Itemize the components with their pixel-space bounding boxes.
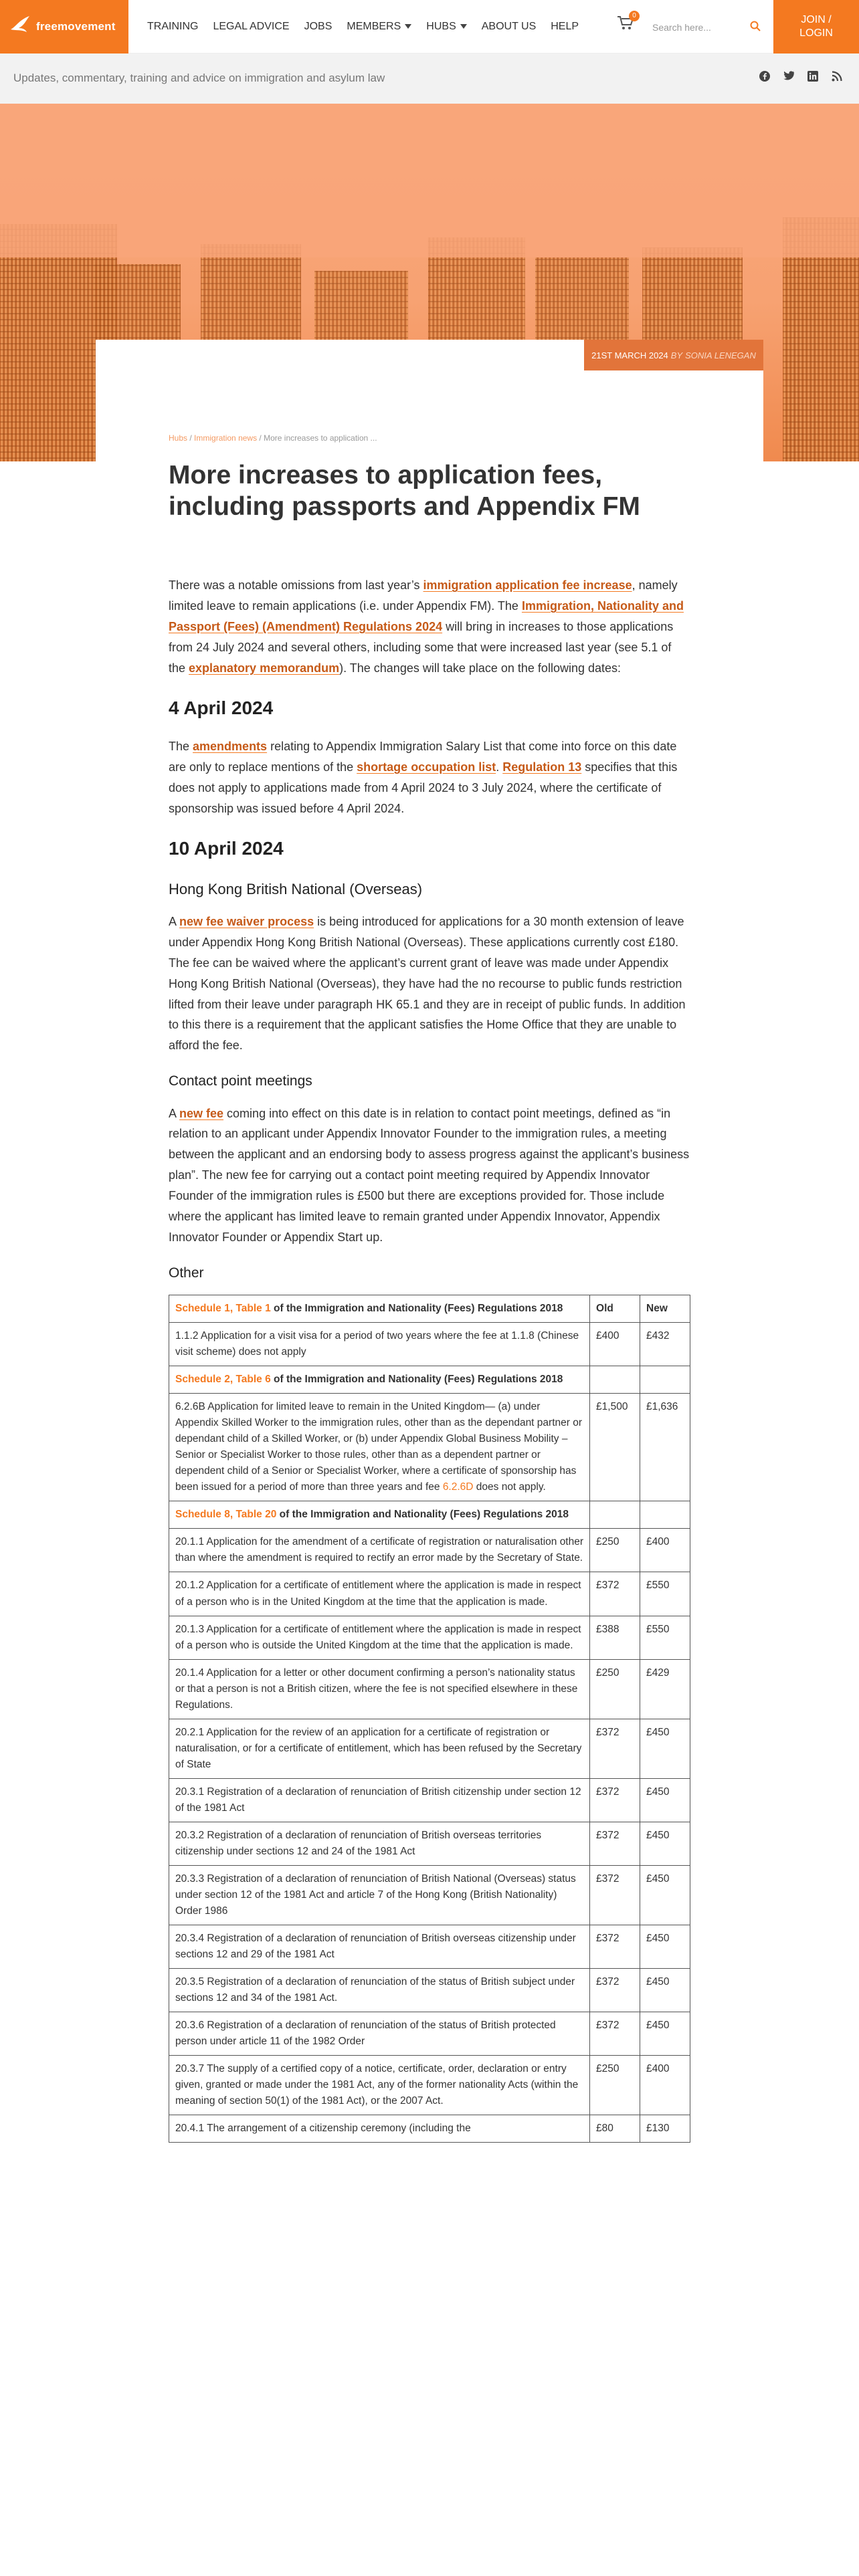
rss-icon[interactable] <box>831 71 843 83</box>
table-row <box>169 1778 690 1822</box>
cart-count-badge: 0 <box>629 11 640 21</box>
logo-text: freemovement <box>36 20 116 33</box>
hk-text: A <box>169 914 180 928</box>
old-fee: £372 <box>590 1968 640 2012</box>
hk-text: is being introduced for applications for a 30 month extension of leave under Appendix Hong Kong British National (Overseas). These applications currently cost £180. The fee can be waived where the applicant’s current grant of leave was made under Appendix Hong Kong British National (Overseas), they have had the no recourse to public funds restriction lifted from their leave under paragraph HK 65.1 and they are in receipt of public funds. In addition to this there is a requirement that the applicant satisfies the Home Office that they are unable to afford the fee. <box>169 914 686 1053</box>
fee-description: 20.3.5 Registration of a declaration of renunciation of the status of British subject under sections 12 and 34 of the 1981 Act. <box>169 1968 590 2012</box>
fee-description: 20.3.6 Registration of a declaration of renunciation of the status of British protected person under article 11 of the 1982 Order <box>169 2012 590 2055</box>
new-fee-link[interactable]: new fee <box>179 1106 224 1120</box>
table-row <box>169 2115 690 2142</box>
fee-description: 20.3.4 Registration of a declaration of renunciation of British overseas citizenship under sections 12 and 29 of the 1981 Act <box>169 1925 590 1968</box>
table-row <box>169 1323 690 1366</box>
table-row <box>169 1659 690 1719</box>
new-fee: £429 <box>640 1659 690 1719</box>
nav-item-label: ABOUT US <box>481 21 537 32</box>
fee-text: does not apply. <box>473 1481 546 1493</box>
shortage-occupation-list-link[interactable]: shortage occupation list <box>357 760 496 774</box>
main-nav <box>147 0 579 53</box>
bird-logo-icon <box>9 15 32 39</box>
linkedin-icon[interactable] <box>807 71 819 83</box>
table-row <box>169 1865 690 1925</box>
fee-description <box>169 1394 590 1501</box>
table-row <box>169 2012 690 2055</box>
old-fee: £372 <box>590 1865 640 1925</box>
nav-item-about-us[interactable] <box>482 21 537 33</box>
heading-hong-kong-bno: Hong Kong British National (Overseas) <box>169 880 423 897</box>
april4-paragraph <box>169 736 690 819</box>
section-title: of the Immigration and Nationality (Fees) Regulations 2018 <box>276 1509 569 1521</box>
tagline-bar <box>0 53 859 104</box>
nav-item-label: LEGAL ADVICE <box>213 21 290 32</box>
old-fee: £250 <box>590 2055 640 2115</box>
table-row <box>169 1822 690 1865</box>
new-fee: £550 <box>640 1572 690 1616</box>
article-body <box>169 575 690 2143</box>
table-row <box>169 1572 690 1616</box>
schedule-link[interactable]: Schedule 1, Table 1 <box>175 1303 271 1315</box>
fee-description: 20.3.1 Registration of a declaration of renunciation of British citizenship under section 12 of the 1981 Act <box>169 1778 590 1822</box>
table-row <box>169 1529 690 1572</box>
section-cell <box>169 1501 590 1529</box>
fee-text: 6.2.6B Application for limited leave to remain in the United Kingdom— (a) under Appendix Skilled Worker to the immigration rules, other than as the dependant partner or dependant child of a Skilled Worker, or (b) under Appendix Global Business Mobility – Senior or Specialist Worker to those rules, other than as a dependent partner or dependent child of a Senior or Specialist Worker, where a certificate of sponsorship has been issued for a period of more than three years and fee <box>175 1401 582 1493</box>
explanatory-memorandum-link[interactable]: explanatory memorandum <box>189 661 340 675</box>
chevron-down-icon <box>405 23 411 31</box>
heading-contact-point-meetings: Contact point meetings <box>169 1073 312 1089</box>
login-label: LOGIN <box>799 27 833 39</box>
old-fee: £372 <box>590 1572 640 1616</box>
join-label: JOIN / <box>801 14 832 25</box>
twitter-icon[interactable] <box>783 71 795 83</box>
hk-paragraph <box>169 911 690 1057</box>
breadcrumb <box>169 433 377 443</box>
empty-cell <box>640 1366 690 1394</box>
contact-text: coming into effect on this date is in relation to contact point meetings, defined as “in relation to an applicant under Appendix Innovator Founder to the immigration rules, a meeting between the applicant and an endorsing body to assess progress against the applicant’s business plan”. The new fee for carrying out a contact point meeting required by Appendix Innovator Founder of the immigration rules is £500 but there are exceptions provided for. Those include where the applicant has limited leave to remain granted under Appendix Innovator, Appendix Innovator Founder or Appendix Start up. <box>169 1106 690 1245</box>
new-fee: £450 <box>640 1865 690 1925</box>
fees-table <box>169 1295 690 2143</box>
table-section-row <box>169 1501 690 1529</box>
fee-description: 1.1.2 Application for a visit visa for a period of two years where the fee at 1.1.8 (Chinese visit scheme) does not apply <box>169 1323 590 1366</box>
old-fee: £250 <box>590 1659 640 1719</box>
table-row <box>169 1616 690 1659</box>
new-fee: £1,636 <box>640 1394 690 1501</box>
site-logo[interactable] <box>0 0 128 53</box>
fee-description: 20.1.3 Application for a certificate of entitlement where the application is made in respect of a person who is outside the United Kingdom at the time that the application is made. <box>169 1616 590 1659</box>
april4-text: relating to Appendix Immigration Salary List that come into force on this date are only to replace mentions of the <box>169 739 677 774</box>
nav-item-training[interactable] <box>147 21 198 33</box>
column-header-old: Old <box>590 1295 640 1323</box>
fee-description: 20.1.4 Application for a letter or other document confirming a person’s nationality status or that a person is not a British citizen, where the fee is not specified elsewhere in these Regulations. <box>169 1659 590 1719</box>
table-row <box>169 2055 690 2115</box>
new-fee: £450 <box>640 1719 690 1778</box>
post-meta-badge <box>584 340 763 370</box>
fee-description: 20.3.2 Registration of a declaration of renunciation of British overseas territories citizenship under sections 12 and 24 of the 1981 Act <box>169 1822 590 1865</box>
schedule-link[interactable]: Schedule 8, Table 20 <box>175 1509 277 1521</box>
empty-cell <box>590 1366 640 1394</box>
section-title: of the Immigration and Nationality (Fees) Regulations 2018 <box>270 1374 563 1386</box>
post-date: 21ST MARCH 2024 <box>591 350 668 360</box>
search-icon[interactable] <box>750 21 761 35</box>
new-fee: £450 <box>640 1778 690 1822</box>
nav-item-label: MEMBERS <box>347 21 401 32</box>
schedule-link[interactable]: Schedule 2, Table 6 <box>175 1374 271 1386</box>
new-fee: £450 <box>640 2012 690 2055</box>
nav-item-label: HUBS <box>426 21 456 32</box>
heading-10-april-2024: 10 April 2024 <box>169 837 284 859</box>
old-fee: £388 <box>590 1616 640 1659</box>
fee-description: 20.2.1 Application for the review of an application for a certificate of registration or naturalisation, or for a certificate of entitlement, which has been refused by the Secretary of State <box>169 1719 590 1778</box>
table-row <box>169 1968 690 2012</box>
fee-description: 20.1.2 Application for a certificate of entitlement where the application is made in respect of a person who is in the United Kingdom at the time that the application is made. <box>169 1572 590 1616</box>
intro-text: will bring in increases to those applications from 24 July 2024 and several others, including some that were increased last year (see 5.1 of the <box>169 619 674 675</box>
heading-other: Other <box>169 1265 204 1281</box>
old-fee: £372 <box>590 1719 640 1778</box>
cart-icon[interactable] <box>617 12 637 35</box>
contact-paragraph <box>169 1103 690 1249</box>
april4-text: . <box>496 760 503 774</box>
breadcrumb-hubs[interactable]: Hubs <box>169 433 188 443</box>
facebook-icon[interactable] <box>759 71 771 83</box>
page-title: More increases to application fees, including passports and Appendix FM <box>169 461 640 521</box>
nav-item-hubs[interactable] <box>426 21 466 33</box>
regulations-2024-link[interactable]: Immigration, Nationality and Passport (Fees) (Amendment) Regulations 2024 <box>169 599 684 633</box>
search-box <box>652 17 766 37</box>
new-fee: £550 <box>640 1616 690 1659</box>
old-fee: £372 <box>590 1925 640 1968</box>
nav-item-members[interactable] <box>347 21 411 33</box>
breadcrumb-separator: / <box>189 433 192 443</box>
old-fee: £372 <box>590 1778 640 1822</box>
post-author-link[interactable]: SONIA LENEGAN <box>685 350 756 360</box>
fee-waiver-link[interactable]: new fee waiver process <box>179 914 314 928</box>
fee-increase-link[interactable]: immigration application fee increase <box>423 578 632 592</box>
chevron-down-icon <box>460 23 467 31</box>
nav-item-help[interactable] <box>551 21 579 33</box>
section-title: of the Immigration and Nationality (Fees) Regulations 2018 <box>270 1303 563 1315</box>
table-row <box>169 1394 690 1501</box>
social-links <box>759 71 843 83</box>
new-fee: £450 <box>640 1968 690 2012</box>
nav-item-jobs[interactable] <box>304 21 332 33</box>
fee-description: 20.3.3 Registration of a declaration of renunciation of British National (Overseas) status under section 12 of the 1981 Act and article 7 of the Hong Kong (British Nationality) Order 1986 <box>169 1865 590 1925</box>
new-fee: £400 <box>640 2055 690 2115</box>
intro-paragraph <box>169 575 690 679</box>
april4-text: The <box>169 739 193 753</box>
breadcrumb-separator: / <box>259 433 262 443</box>
new-fee: £432 <box>640 1323 690 1366</box>
fee-description: 20.4.1 The arrangement of a citizenship ceremony (including the <box>169 2115 590 2142</box>
regulation-13-link[interactable]: Regulation 13 <box>502 760 582 774</box>
new-fee: £130 <box>640 2115 690 2142</box>
nav-item-label: TRAINING <box>147 21 199 32</box>
fee-reference-link[interactable]: 6.2.6D <box>442 1481 474 1493</box>
nav-item-label: JOBS <box>304 21 332 32</box>
top-bar <box>0 0 859 53</box>
empty-cell <box>590 1501 640 1529</box>
new-fee: £400 <box>640 1529 690 1572</box>
table-row <box>169 1719 690 1778</box>
fee-description: 20.3.7 The supply of a certified copy of a notice, certificate, order, declaration or entry given, granted or made under the 1981 Act, any of the former nationality Acts (within the meaning of section 50(1) of the 1981 Act), or the 2007 Act. <box>169 2055 590 2115</box>
intro-text: , namely limited leave to remain applications (i.e. under Appendix FM). The <box>169 578 678 613</box>
nav-item-label: HELP <box>551 21 579 32</box>
old-fee: £372 <box>590 2012 640 2055</box>
nav-item-legal-advice[interactable] <box>213 21 289 33</box>
intro-text: ). The changes will take place on the following dates: <box>339 661 622 675</box>
old-fee: £80 <box>590 2115 640 2142</box>
contact-text: A <box>169 1106 180 1120</box>
post-by: BY <box>670 350 683 360</box>
search-input[interactable] <box>652 22 746 33</box>
breadcrumb-current: More increases to application ... <box>264 433 377 443</box>
new-fee: £450 <box>640 1925 690 1968</box>
april4-text: specifies that this does not apply to applications made from 4 April 2024 to 3 July 2024, where the certificate of sponsorship was issued before 4 April 2024. <box>169 760 678 815</box>
join-login-button[interactable] <box>773 0 859 53</box>
old-fee: £372 <box>590 1822 640 1865</box>
new-fee: £450 <box>640 1822 690 1865</box>
old-fee: £250 <box>590 1529 640 1572</box>
section-cell <box>169 1295 590 1323</box>
site-tagline: Updates, commentary, training and advice on immigration and asylum law <box>13 72 385 84</box>
old-fee: £400 <box>590 1323 640 1366</box>
table-section-row <box>169 1295 690 1323</box>
empty-cell <box>640 1501 690 1529</box>
section-cell <box>169 1366 590 1394</box>
column-header-new: New <box>640 1295 690 1323</box>
fee-description: 20.1.1 Application for the amendment of a certificate of registration or naturalisation other than where the amendment is required to rectify an error made by the Secretary of State. <box>169 1529 590 1572</box>
breadcrumb-immigration-news[interactable]: Immigration news <box>194 433 258 443</box>
table-section-row <box>169 1366 690 1394</box>
heading-4-april-2024: 4 April 2024 <box>169 697 274 718</box>
intro-text: There was a notable omissions from last year’s <box>169 578 423 592</box>
old-fee: £1,500 <box>590 1394 640 1501</box>
table-row <box>169 1925 690 1968</box>
amendments-link[interactable]: amendments <box>193 739 268 753</box>
